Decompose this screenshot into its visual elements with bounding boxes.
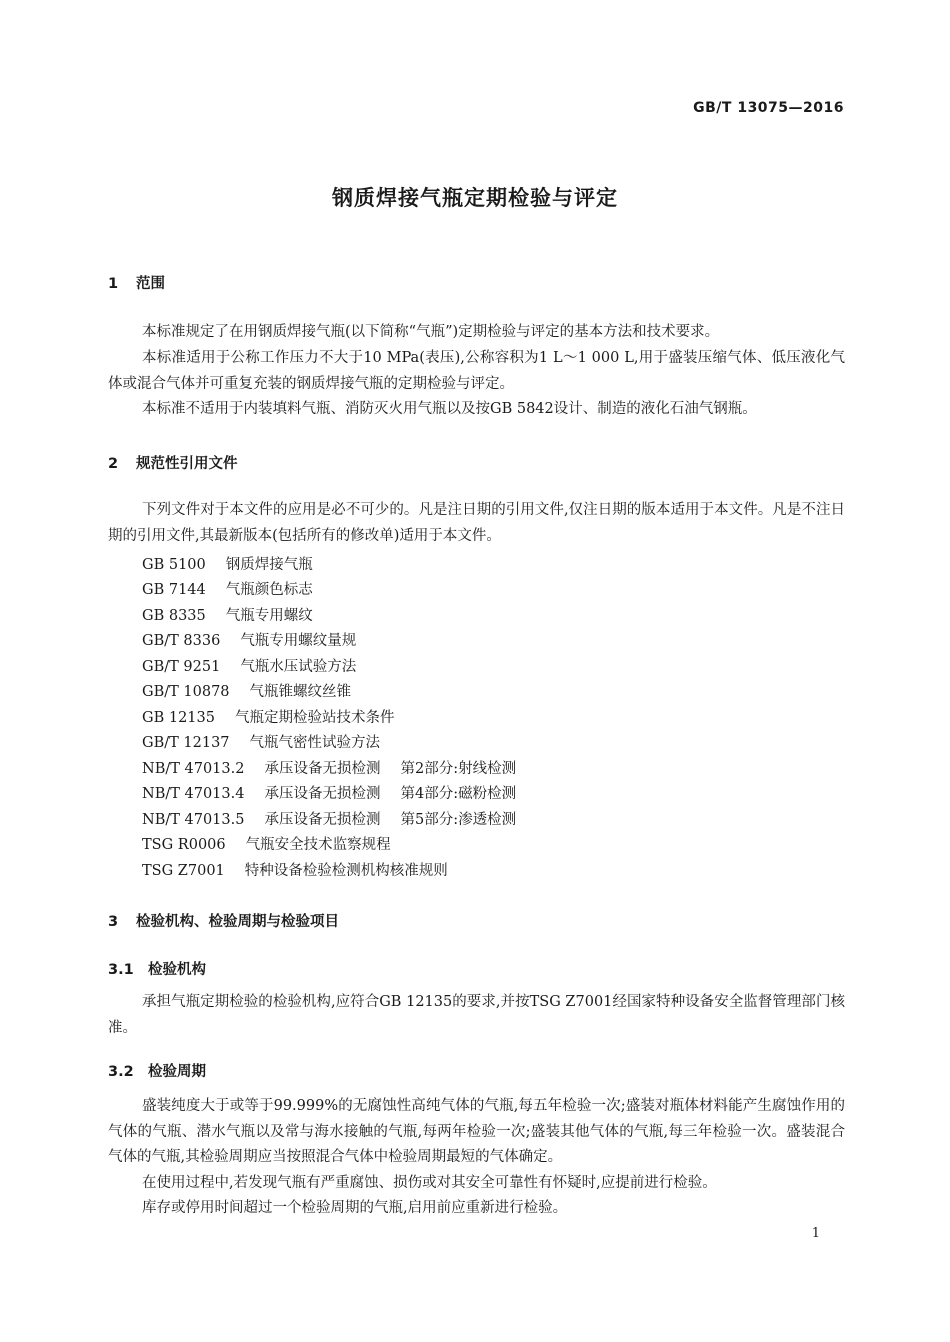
reference-title: 承压设备无损检测: [264, 812, 381, 828]
section-number: 3: [108, 914, 119, 930]
paragraph: 盛装纯度大于或等于99.999%的无腐蚀性高纯气体的气瓶,每五年检验一次;盛装对瓶体材料能产生腐蚀作用的气体的气瓶、潜水气瓶以及常与海水接触的气瓶,每两年检验一次;盛装其他气体的气瓶,每三年检验一次。盛装混合气体的气瓶,其检验周期应当按照混合气体中检验周期最短的气体确定。: [108, 1098, 845, 1165]
reference-code: GB/T 10878: [142, 684, 230, 700]
subsection-3-1-heading: [108, 958, 206, 979]
reference-code: GB/T 9251: [142, 659, 221, 675]
section-2-heading: [108, 452, 238, 473]
section-1-heading: [108, 272, 165, 293]
section-title: 范围: [136, 276, 165, 292]
reference-item: [142, 782, 516, 803]
section-number: 2: [108, 456, 119, 472]
reference-title: 气瓶颜色标志: [225, 582, 313, 598]
reference-title: 承压设备无损检测: [264, 786, 381, 802]
reference-title: 承压设备无损检测: [264, 761, 381, 777]
reference-code: TSG Z7001: [142, 863, 225, 879]
reference-title: 钢质焊接气瓶: [225, 557, 313, 573]
reference-title: 特种设备检验检测机构核准规则: [244, 863, 448, 879]
reference-title: 气瓶安全技术监察规程: [245, 837, 391, 853]
reference-part: 第2部分:射线检测: [400, 761, 517, 777]
reference-item: [142, 604, 313, 625]
subsection-title: 检验机构: [148, 962, 206, 978]
reference-item: [142, 578, 313, 599]
reference-code: TSG R0006: [142, 837, 226, 853]
reference-code: GB 5100: [142, 557, 206, 573]
reference-item: [142, 706, 394, 727]
reference-item: [142, 553, 313, 574]
reference-title: 气瓶专用螺纹量规: [240, 633, 357, 649]
subsection-number: 3.1: [108, 962, 134, 978]
subsection-title: 检验周期: [148, 1064, 206, 1080]
reference-code: NB/T 47013.5: [142, 812, 245, 828]
section-3-heading: [108, 910, 339, 931]
reference-title: 气瓶气密性试验方法: [249, 735, 381, 751]
reference-item: [142, 808, 516, 829]
reference-part: 第5部分:渗透检测: [400, 812, 517, 828]
reference-title: 气瓶水压试验方法: [240, 659, 357, 675]
paragraph: 承担气瓶定期检验的检验机构,应符合GB 12135的要求,并按TSG Z7001经国家特种设备安全监督管理部门核准。: [108, 994, 845, 1036]
reference-code: NB/T 47013.2: [142, 761, 245, 777]
reference-title: 气瓶专用螺纹: [225, 608, 313, 624]
subsection-number: 3.2: [108, 1064, 134, 1080]
reference-code: GB/T 12137: [142, 735, 230, 751]
reference-item: [142, 680, 351, 701]
reference-title: 气瓶锥螺纹丝锥: [249, 684, 352, 700]
reference-item: [142, 655, 356, 676]
paragraph: 库存或停用时间超过一个检验周期的气瓶,启用前应重新进行检验。: [142, 1200, 568, 1216]
reference-item: [142, 757, 516, 778]
reference-item: [142, 731, 380, 752]
subsection-3-2-heading: [108, 1060, 206, 1081]
reference-part: 第4部分:磁粉检测: [400, 786, 517, 802]
paragraph: 本标准不适用于内装填料气瓶、消防灭火用气瓶以及按GB 5842设计、制造的液化石油气钢瓶。: [142, 401, 757, 417]
paragraph: 下列文件对于本文件的应用是必不可少的。凡是注日期的引用文件,仅注日期的版本适用于本文件。凡是不注日期的引用文件,其最新版本(包括所有的修改单)适用于本文件。: [108, 502, 845, 544]
section-title: 规范性引用文件: [136, 456, 238, 472]
reference-item: [142, 833, 391, 854]
reference-item: [142, 629, 356, 650]
reference-code: GB 12135: [142, 710, 215, 726]
reference-code: GB 8335: [142, 608, 206, 624]
reference-title: 气瓶定期检验站技术条件: [234, 710, 395, 726]
paragraph: 本标准规定了在用钢质焊接气瓶(以下简称“气瓶”)定期检验与评定的基本方法和技术要求。: [142, 324, 720, 340]
paragraph: 本标准适用于公称工作压力不大于10 MPa(表压),公称容积为1 L～1 000 L,用于盛装压缩气体、低压液化气体或混合气体并可重复充装的钢质焊接气瓶的定期检验与评定。: [108, 350, 845, 392]
document-title: 钢质焊接气瓶定期检验与评定: [332, 186, 618, 210]
section-number: 1: [108, 276, 119, 292]
reference-code: GB/T 8336: [142, 633, 221, 649]
page-number: 1: [811, 1226, 820, 1241]
standard-number: GB/T 13075—2016: [693, 100, 844, 116]
reference-code: GB 7144: [142, 582, 206, 598]
reference-item: [142, 859, 448, 880]
paragraph: 在使用过程中,若发现气瓶有严重腐蚀、损伤或对其安全可靠性有怀疑时,应提前进行检验。: [142, 1175, 717, 1191]
reference-code: NB/T 47013.4: [142, 786, 245, 802]
section-title: 检验机构、检验周期与检验项目: [136, 914, 339, 930]
